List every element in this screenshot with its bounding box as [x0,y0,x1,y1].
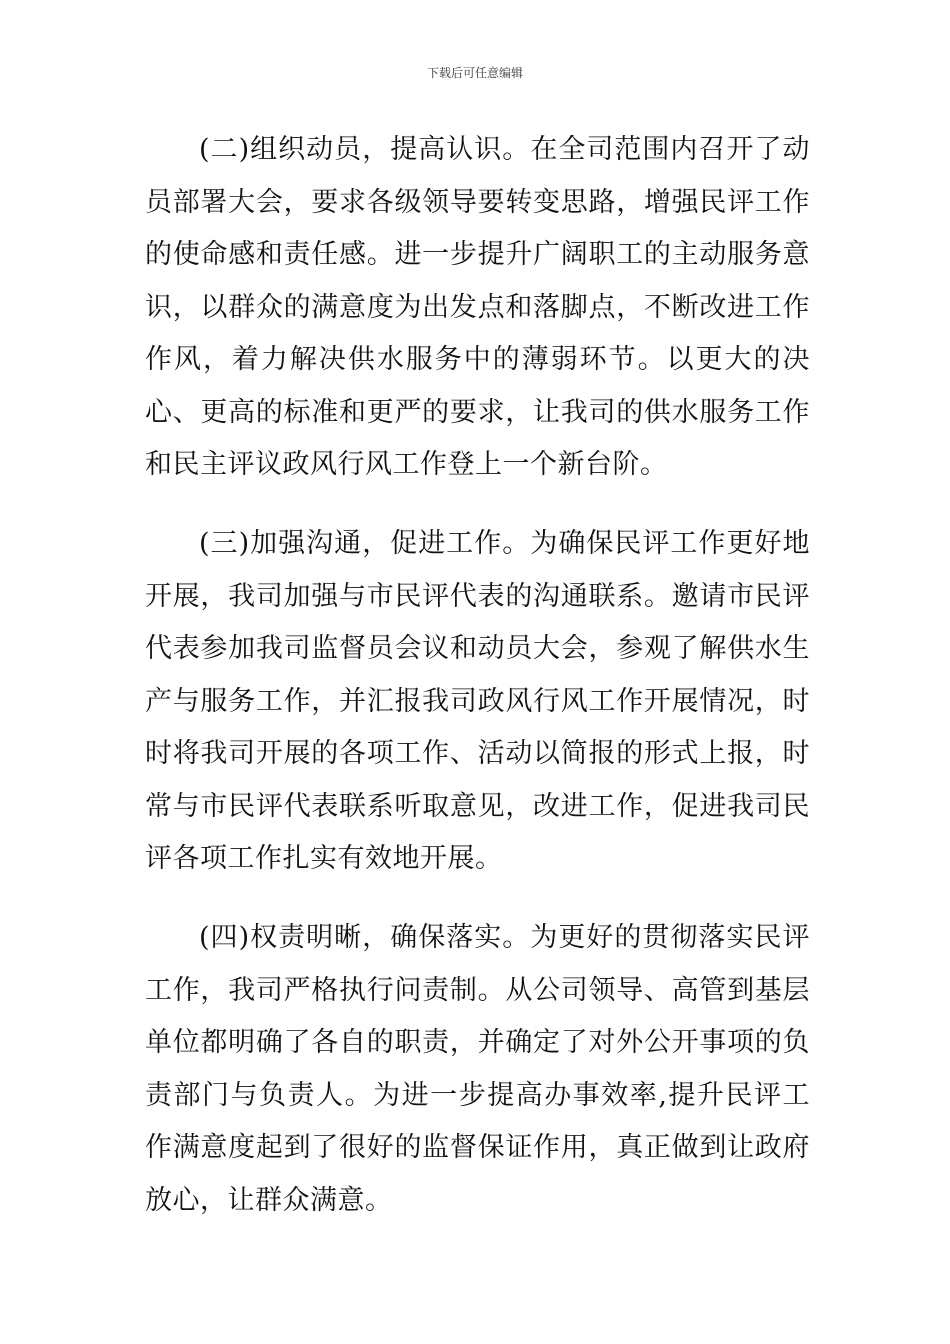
paragraph-section-3: (三)加强沟通，促进工作。为确保民评工作更好地开展，我司加强与市民评代表的沟通联系。邀请市民评代表参加我司监督员会议和动员大会，参观了解供水生产与服务工作，并汇报我司政风行风工作开展情况，时时将我司开展的各项工作、活动以简报的形式上报，时常与市民评代表联系听取意见，改进工作，促进我司民评各项工作扎实有效地开展。 [145,528,810,874]
paragraph-section-2: (二)组织动员，提高认识。在全司范围内召开了动员部署大会，要求各级领导要转变思路，增强民评工作的使命感和责任感。进一步提升广阔职工的主动服务意识，以群众的满意度为出发点和落脚点，不断改进工作作风，着力解决供水服务中的薄弱环节。以更大的决心、更高的标准和更严的要求，让我司的供水服务工作和民主评议政风行风工作登上一个新台阶。 [145,134,810,480]
page-header-note: 下载后可任意编辑 [426,66,523,80]
paragraph-section-4: (四)权责明晰，确保落实。为更好的贯彻落实民评工作，我司严格执行问责制。从公司领导、高管到基层单位都明确了各自的职责，并确定了对外公开事项的负责部门与负责人。为进一步提高办事效率,提升民评工作满意度起到了很好的监督保证作用，真正做到让政府放心，让群众满意。 [145,922,810,1216]
